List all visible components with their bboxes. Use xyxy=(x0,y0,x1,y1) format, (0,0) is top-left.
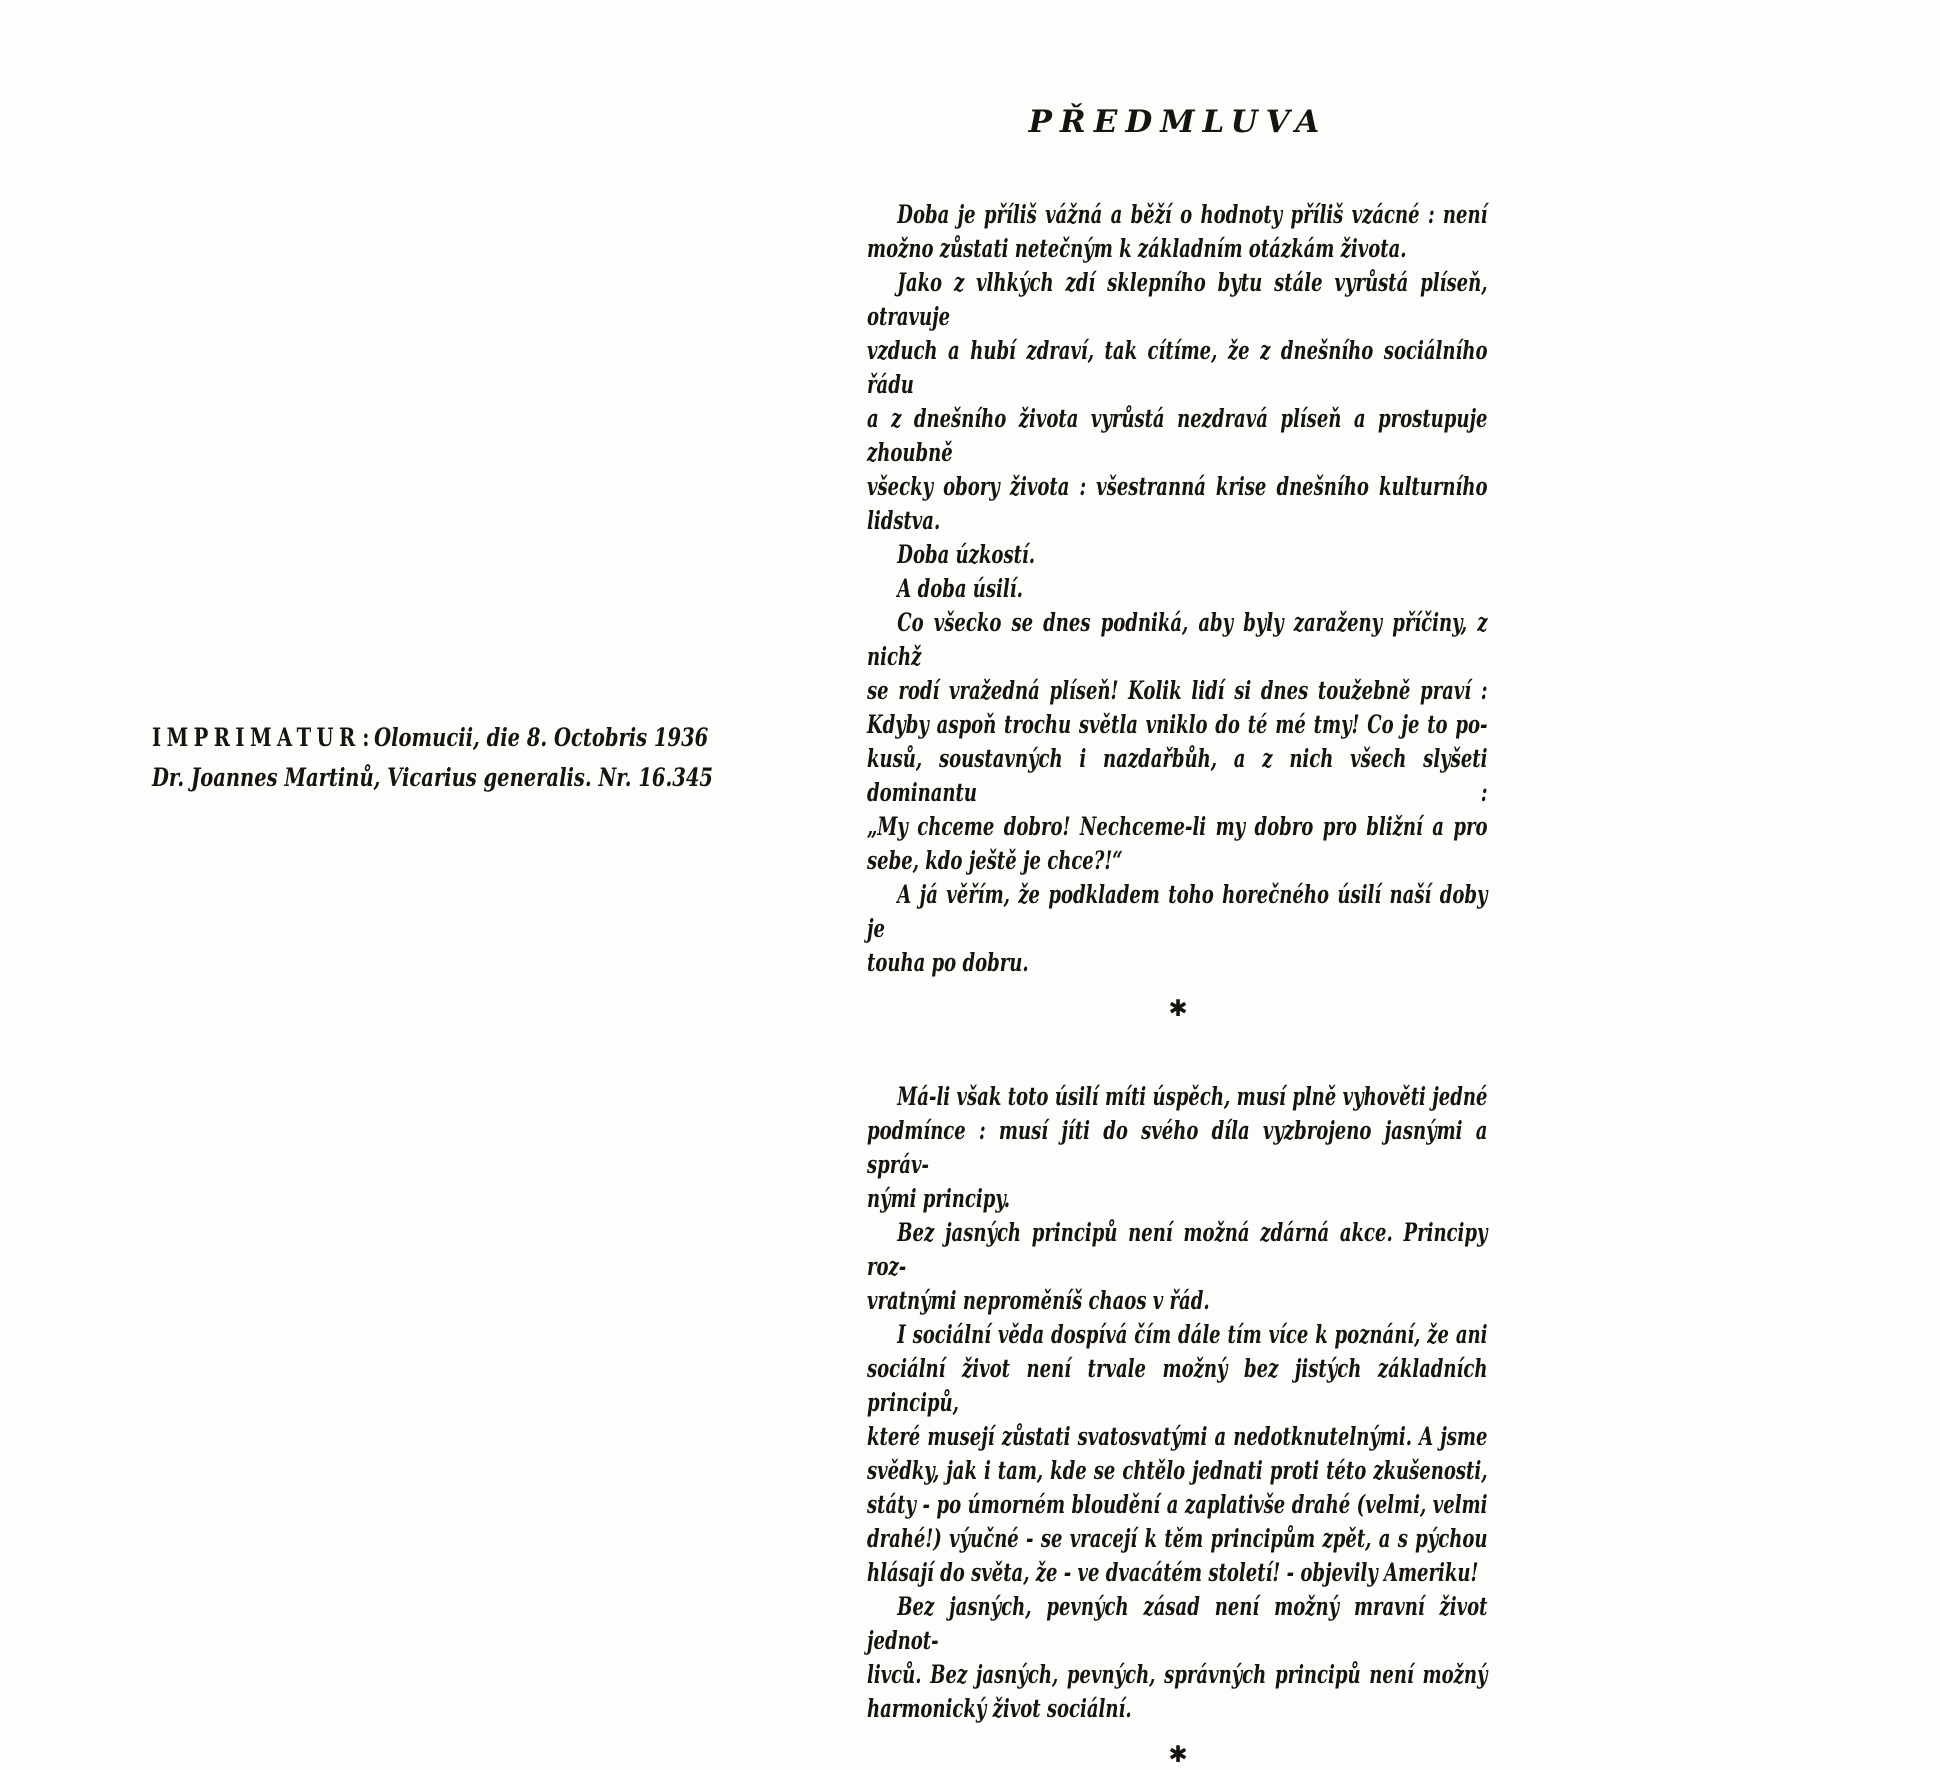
paragraph xyxy=(867,266,1487,538)
text-line: hlásají do světa, že - ve dvacátém století! - objevily Ameriku! xyxy=(867,1558,1479,1587)
text-line: všecky obory života : všestranná krise dnešního kulturního lidstva. xyxy=(867,472,1488,535)
text-line: drahé!) výučné - se vracejí k těm principům zpět, a s pýchou xyxy=(867,1524,1488,1553)
text-line: A doba úsilí. xyxy=(897,574,1023,603)
imprimatur-block xyxy=(152,718,713,798)
text-line: sociální život není trvale možný bez jistých základních principů, xyxy=(867,1354,1488,1417)
text-line: Jako z vlhkých zdí sklepního bytu stále vyrůstá plíseň, otravuje xyxy=(867,268,1488,331)
text-line: touha po dobru. xyxy=(867,948,1029,977)
text-line: A já věřím, že podkladem toho horečného úsilí naší doby je xyxy=(867,880,1488,943)
imprimatur-signatory: Dr. Joannes Martinů, Vicarius generalis. Nr. 16.345 xyxy=(152,763,713,792)
text-line: sebe, kdo ještě je chce?!“ xyxy=(867,846,1123,875)
paragraph xyxy=(867,1080,1487,1216)
paragraph xyxy=(867,606,1487,878)
text-line: harmonický život sociální. xyxy=(867,1694,1132,1723)
paragraph xyxy=(867,1590,1487,1726)
paragraph xyxy=(867,572,1487,606)
text-line: Bez jasných principů není možná zdárná akce. Principy roz- xyxy=(867,1218,1488,1281)
left-page xyxy=(152,718,812,798)
imprimatur-line-1 xyxy=(152,718,709,758)
text-line: „My chceme dobro! Nechceme-li my dobro pro bližní a pro xyxy=(867,812,1488,841)
preface-section-1 xyxy=(867,198,1487,980)
text-line: Má-li však toto úsilí míti úspěch, musí plně vyhověti jedné xyxy=(897,1082,1488,1111)
paragraph xyxy=(867,1216,1487,1318)
text-line: Doba úzkostí. xyxy=(897,540,1036,569)
text-line: které musejí zůstati svatosvatými a nedotknutelnými. A jsme xyxy=(867,1422,1488,1451)
paragraph xyxy=(867,538,1487,572)
page-title: PŘEDMLUVA xyxy=(1028,104,1328,140)
imprimatur-label: IMPRIMATUR xyxy=(152,723,361,752)
text-line: státy - po úmorném bloudění a zaplativše drahé (velmi, velmi xyxy=(867,1490,1488,1519)
text-line: Kdyby aspoň trochu světla vniklo do té mé tmy! Co je to po- xyxy=(867,710,1488,739)
text-line: Bez jasných, pevných zásad není možný mravní život jednot- xyxy=(867,1592,1488,1655)
paragraph xyxy=(867,1318,1487,1590)
text-line: livců. Bez jasných, pevných, správných principů není možný xyxy=(867,1660,1488,1689)
preface-section-2 xyxy=(867,1080,1487,1726)
text-line: vzduch a hubí zdraví, tak cítíme, že z dnešního sociálního řádu xyxy=(867,336,1488,399)
right-page xyxy=(867,104,1489,1770)
text-line: kusů, soustavných i nazdařbůh, a z nich všech slyšeti dominantu : xyxy=(867,744,1488,807)
text-line: Doba je příliš vážná a běží o hodnoty příliš vzácné : není xyxy=(897,200,1488,229)
paragraph xyxy=(867,198,1487,266)
imprimatur-colon: : xyxy=(362,723,370,752)
section-separator-star: ✱ xyxy=(1168,1742,1188,1768)
text-line: a z dnešního života vyrůstá nezdravá plíseň a prostupuje zhoubně xyxy=(867,404,1488,467)
text-line: I sociální věda dospívá čím dále tím více k poznání, že ani xyxy=(897,1320,1488,1349)
imprimatur-place-date: Olomucii, die 8. Octobris 1936 xyxy=(374,723,709,752)
text-line: Co všecko se dnes podniká, aby byly zaraženy příčiny, z nichž xyxy=(867,608,1488,671)
section-separator-star: ✱ xyxy=(1168,996,1188,1022)
text-line: se rodí vražedná plíseň! Kolik lidí si dnes toužebně praví : xyxy=(867,676,1488,705)
text-line: vratnými neproměníš chaos v řád. xyxy=(867,1286,1210,1315)
text-line: svědky, jak i tam, kde se chtělo jednati proti této zkušenosti, xyxy=(867,1456,1488,1485)
text-line: podmínce : musí jíti do svého díla vyzbrojeno jasnými a správ- xyxy=(867,1116,1488,1179)
text-line: nými principy. xyxy=(867,1184,1011,1213)
text-line: možno zůstati netečným k základním otázkám života. xyxy=(867,234,1407,263)
paragraph xyxy=(867,878,1487,980)
